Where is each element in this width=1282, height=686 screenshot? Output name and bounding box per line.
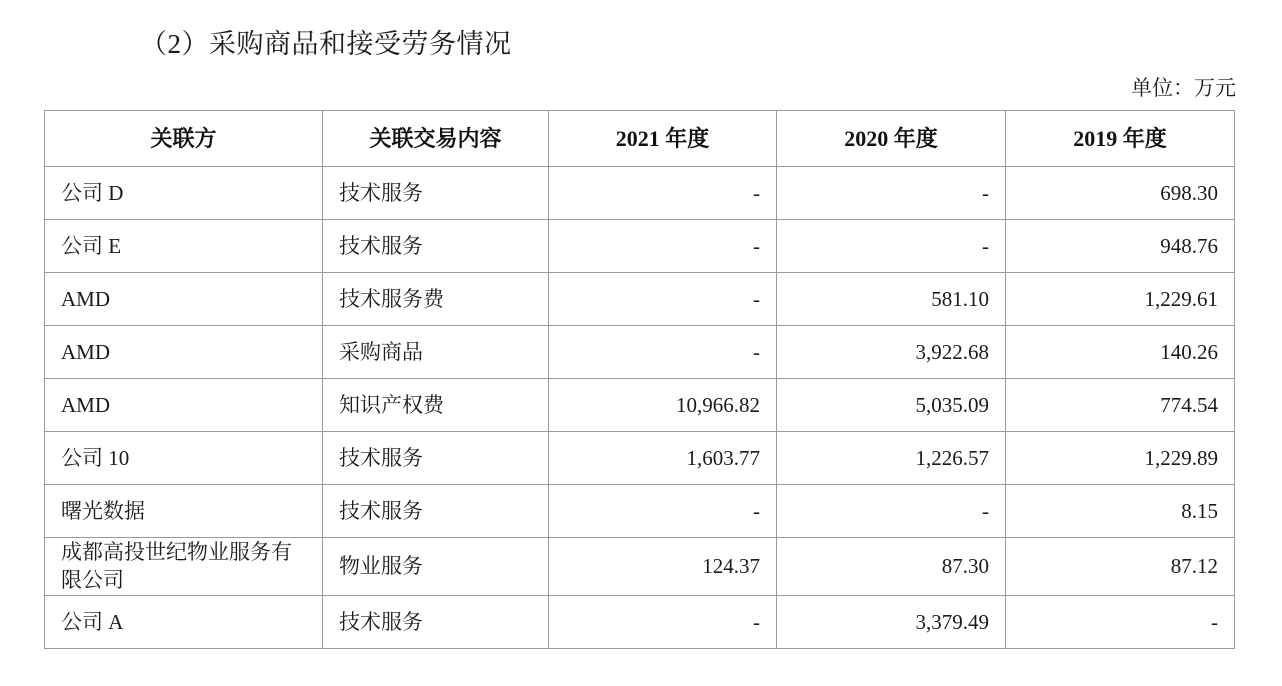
cell-2019: - xyxy=(1006,595,1235,648)
cell-party: 曙光数据 xyxy=(45,485,323,538)
cell-2021: 1,603.77 xyxy=(549,432,777,485)
table-row xyxy=(45,538,1235,596)
cell-2019: 87.12 xyxy=(1006,538,1235,596)
cell-content: 物业服务 xyxy=(323,538,549,596)
table-row xyxy=(45,273,1235,326)
cell-2020: 1,226.57 xyxy=(777,432,1006,485)
cell-content: 知识产权费 xyxy=(323,379,549,432)
cell-2019: 698.30 xyxy=(1006,167,1235,220)
cell-party-text: 成都高投世纪物业服务有限公司 xyxy=(61,540,292,593)
cell-party: AMD xyxy=(45,379,323,432)
table-row xyxy=(45,326,1235,379)
table-header xyxy=(45,111,1235,167)
cell-2019: 948.76 xyxy=(1006,220,1235,273)
table-header-row xyxy=(45,111,1235,167)
table-row xyxy=(45,432,1235,485)
cell-party: AMD xyxy=(45,273,323,326)
cell-2020: - xyxy=(777,485,1006,538)
cell-content: 技术服务 xyxy=(323,485,549,538)
cell-2020: 87.30 xyxy=(777,538,1006,596)
cell-2020: 3,922.68 xyxy=(777,326,1006,379)
cell-2021: - xyxy=(549,167,777,220)
cell-content: 技术服务 xyxy=(323,595,549,648)
cell-content: 技术服务 xyxy=(323,432,549,485)
cell-2021: - xyxy=(549,273,777,326)
cell-2021: - xyxy=(549,220,777,273)
cell-2019: 1,229.89 xyxy=(1006,432,1235,485)
table-row xyxy=(45,485,1235,538)
cell-party: 公司 10 xyxy=(45,432,323,485)
cell-2021: 10,966.82 xyxy=(549,379,777,432)
related-party-purchases-table-wrapper xyxy=(44,110,1234,649)
cell-2019: 8.15 xyxy=(1006,485,1235,538)
cell-party: 公司 E xyxy=(45,220,323,273)
cell-2021: 124.37 xyxy=(549,538,777,596)
cell-party: 公司 D xyxy=(45,167,323,220)
cell-content: 技术服务 xyxy=(323,220,549,273)
cell-party: AMD xyxy=(45,326,323,379)
cell-2021: - xyxy=(549,485,777,538)
cell-content: 技术服务费 xyxy=(323,273,549,326)
cell-2019: 140.26 xyxy=(1006,326,1235,379)
cell-2020: 581.10 xyxy=(777,273,1006,326)
cell-2020: 3,379.49 xyxy=(777,595,1006,648)
cell-2021: - xyxy=(549,326,777,379)
table-row xyxy=(45,595,1235,648)
cell-2021: - xyxy=(549,595,777,648)
table-row xyxy=(45,167,1235,220)
page-title: （2）采购商品和接受劳务情况 xyxy=(140,29,512,59)
cell-party: 公司 A xyxy=(45,595,323,648)
column-header-party: 关联方 xyxy=(45,111,323,167)
cell-2020: 5,035.09 xyxy=(777,379,1006,432)
related-party-purchases-table xyxy=(44,110,1235,649)
column-header-2019: 2019 年度 xyxy=(1006,111,1235,167)
cell-2019: 774.54 xyxy=(1006,379,1235,432)
cell-2020: - xyxy=(777,167,1006,220)
cell-2019: 1,229.61 xyxy=(1006,273,1235,326)
table-body xyxy=(45,167,1235,649)
cell-content: 技术服务 xyxy=(323,167,549,220)
unit-label: 单位：万元 xyxy=(1131,76,1236,100)
table-row xyxy=(45,379,1235,432)
column-header-2021: 2021 年度 xyxy=(549,111,777,167)
column-header-2020: 2020 年度 xyxy=(777,111,1006,167)
column-header-content: 关联交易内容 xyxy=(323,111,549,167)
cell-party xyxy=(45,538,323,596)
table-row xyxy=(45,220,1235,273)
cell-2020: - xyxy=(777,220,1006,273)
cell-content: 采购商品 xyxy=(323,326,549,379)
